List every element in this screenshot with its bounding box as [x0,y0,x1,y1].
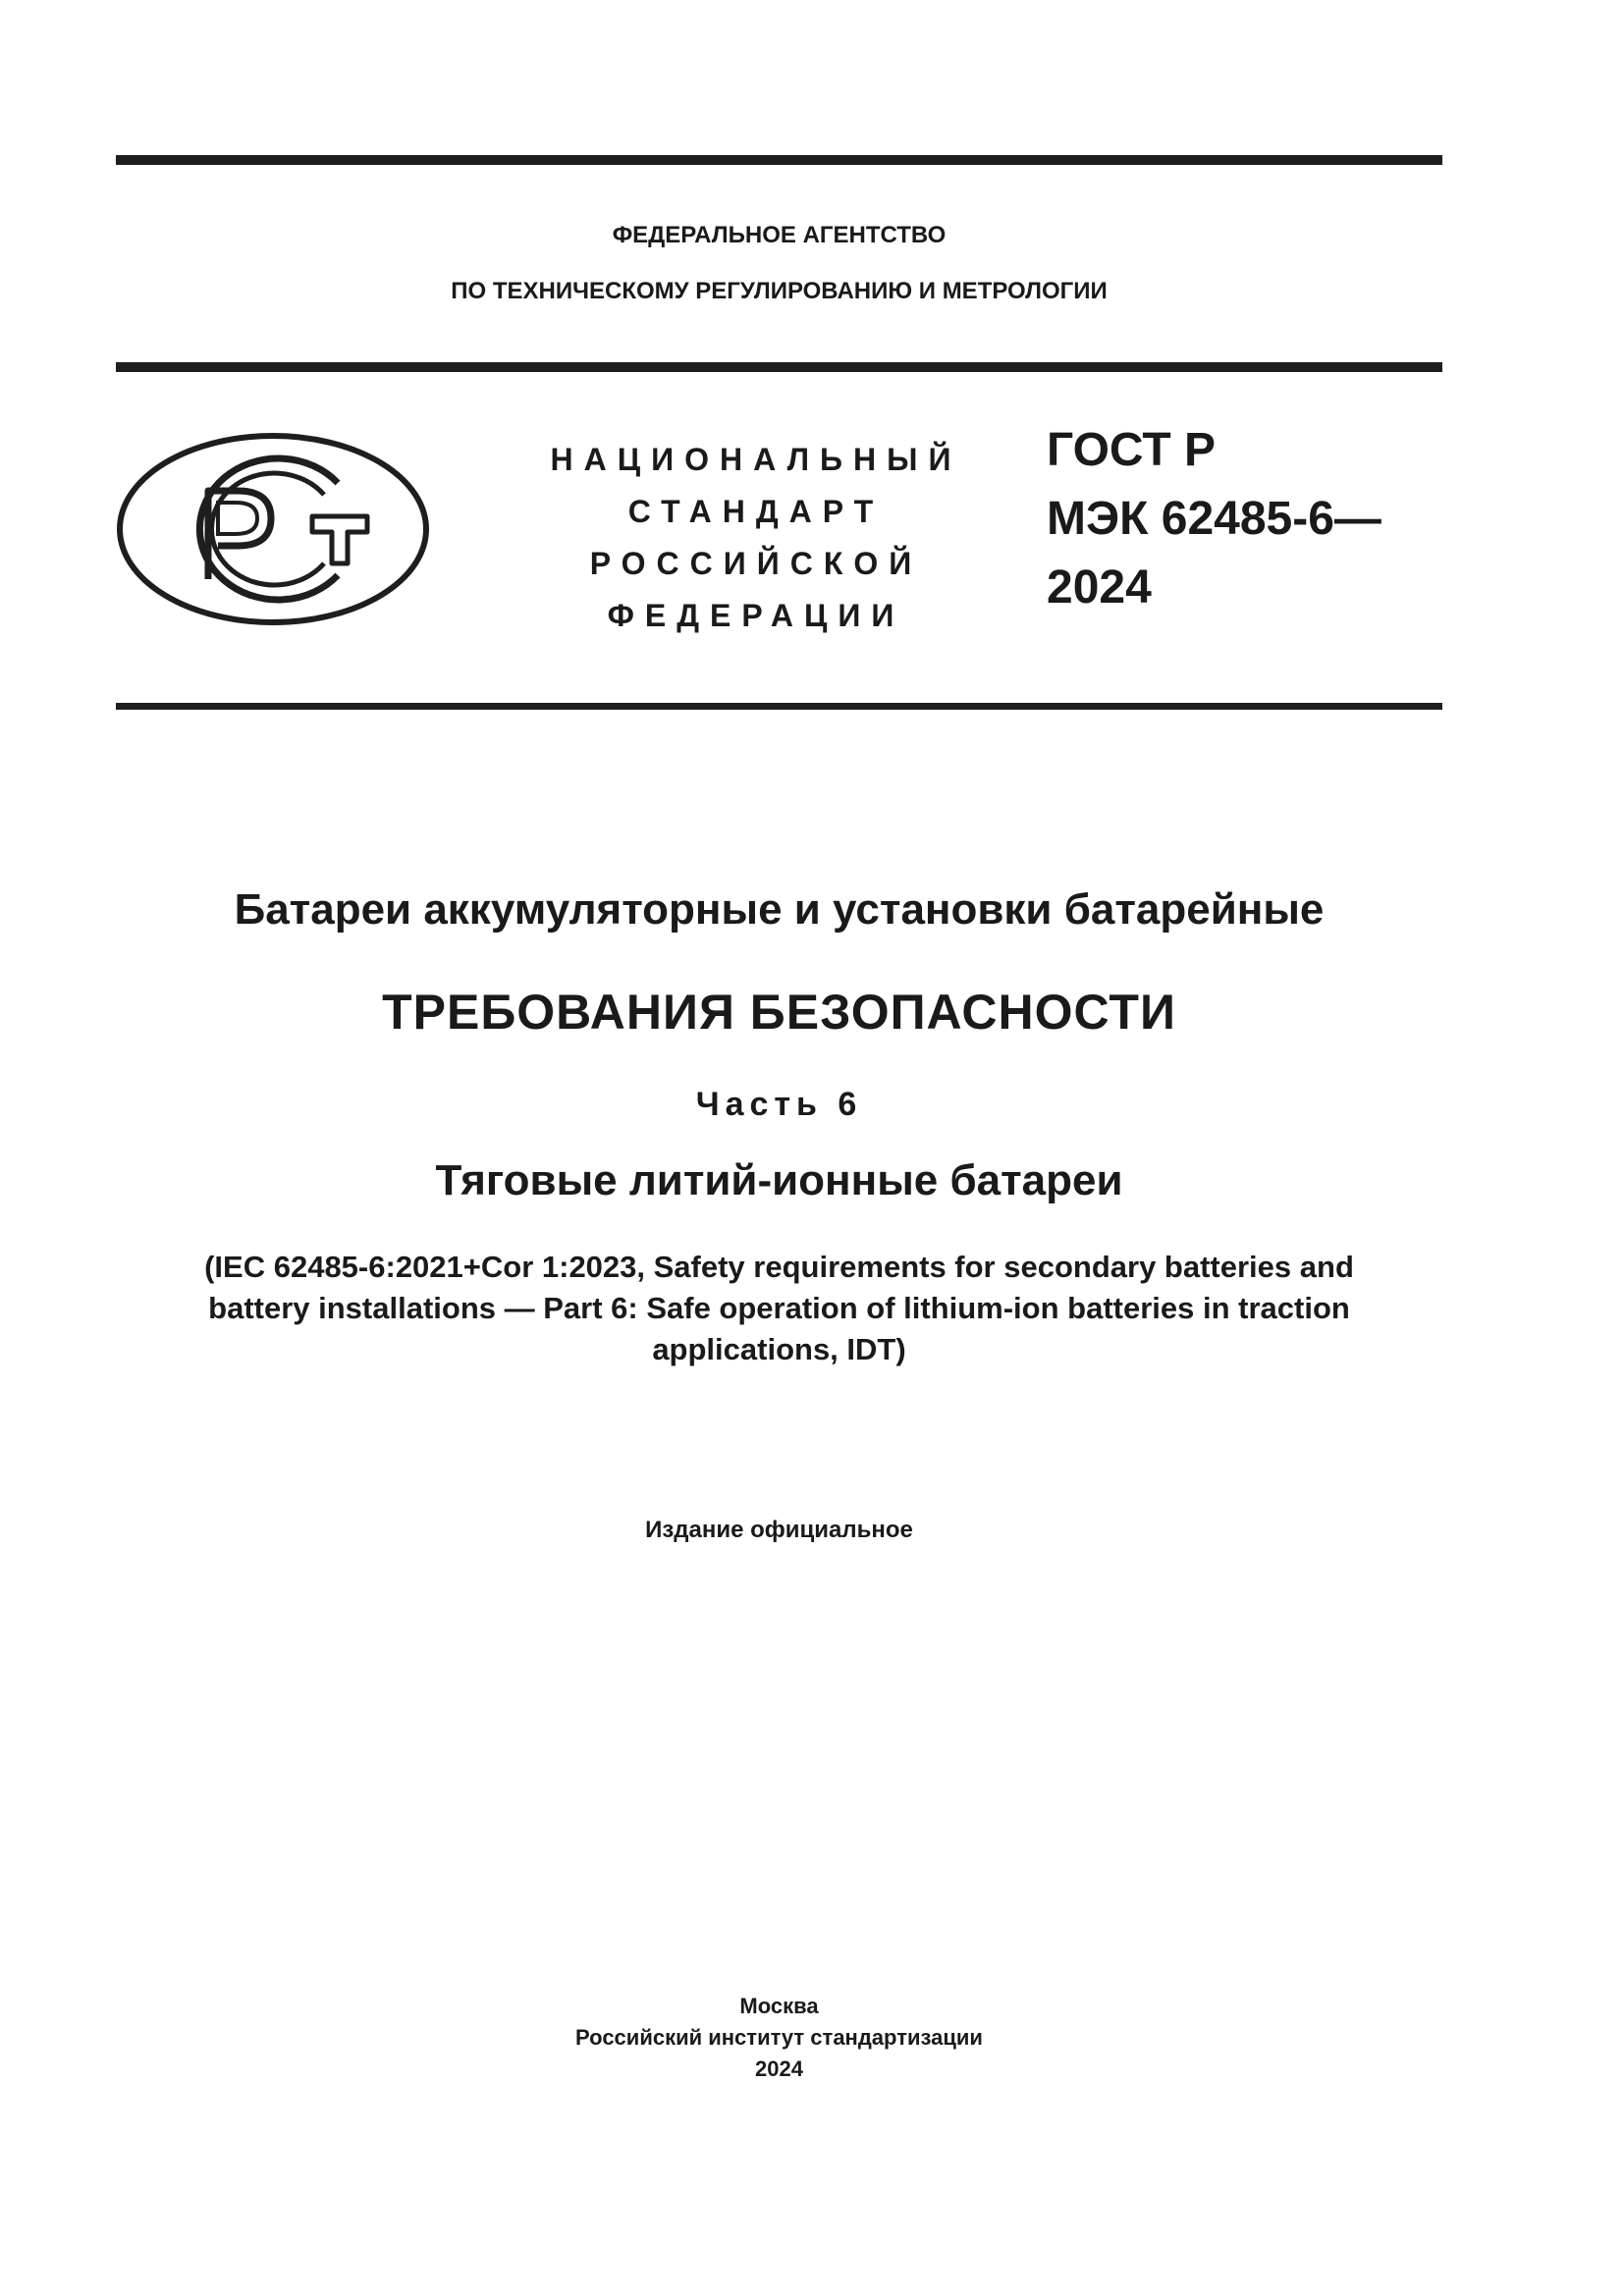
publisher-name: Российский институт стандартизации [575,2025,983,2050]
edition-label: Издание официальное [645,1517,913,1543]
national-line-3: РОССИЙСКОЙ [589,546,923,581]
national-line-2: СТАНДАРТ [627,494,885,529]
header-divider [116,362,1442,372]
national-line-1: НАЦИОНАЛЬНЫЙ [550,442,962,477]
publication-year: 2024 [755,2056,803,2081]
iec-reference-line-2: battery installations — Part 6: Safe operation of lithium-ion batteries in traction [208,1291,1350,1325]
header-bottom-rule [116,703,1442,710]
top-rule [116,155,1442,165]
iec-reference-line-1: (IEC 62485-6:2021+Cor 1:2023, Safety requirements for secondary batteries and [204,1250,1354,1284]
publication-city: Москва [739,1994,819,2018]
national-line-4: ФЕДЕРАЦИИ [607,598,905,633]
agency-name-line2: ПО ТЕХНИЧЕСКОМУ РЕГУЛИРОВАНИЮ И МЕТРОЛОГИИ [451,278,1108,304]
rst-conformity-mark-icon [116,432,430,626]
national-standard-label [535,434,977,642]
document-title: Батареи аккумуляторные и установки батарейные [234,885,1325,934]
designation-line-2: МЭК 62485-6— [1047,493,1381,545]
part-number: Часть 6 [695,1086,863,1123]
agency-name-line1: ФЕДЕРАЛЬНОЕ АГЕНТСТВО [612,222,947,248]
standard-designation [1047,416,1381,622]
iec-reference [116,1247,1442,1370]
designation-line-3: 2024 [1047,561,1152,614]
requirements-heading: ТРЕБОВАНИЯ БЕЗОПАСНОСТИ [382,985,1176,1040]
designation-line-1: ГОСТ Р [1047,424,1217,476]
iec-reference-line-3: applications, IDT) [652,1332,906,1366]
part-title: Тяговые литий-ионные батареи [435,1156,1123,1204]
publisher-block [116,1991,1442,2085]
